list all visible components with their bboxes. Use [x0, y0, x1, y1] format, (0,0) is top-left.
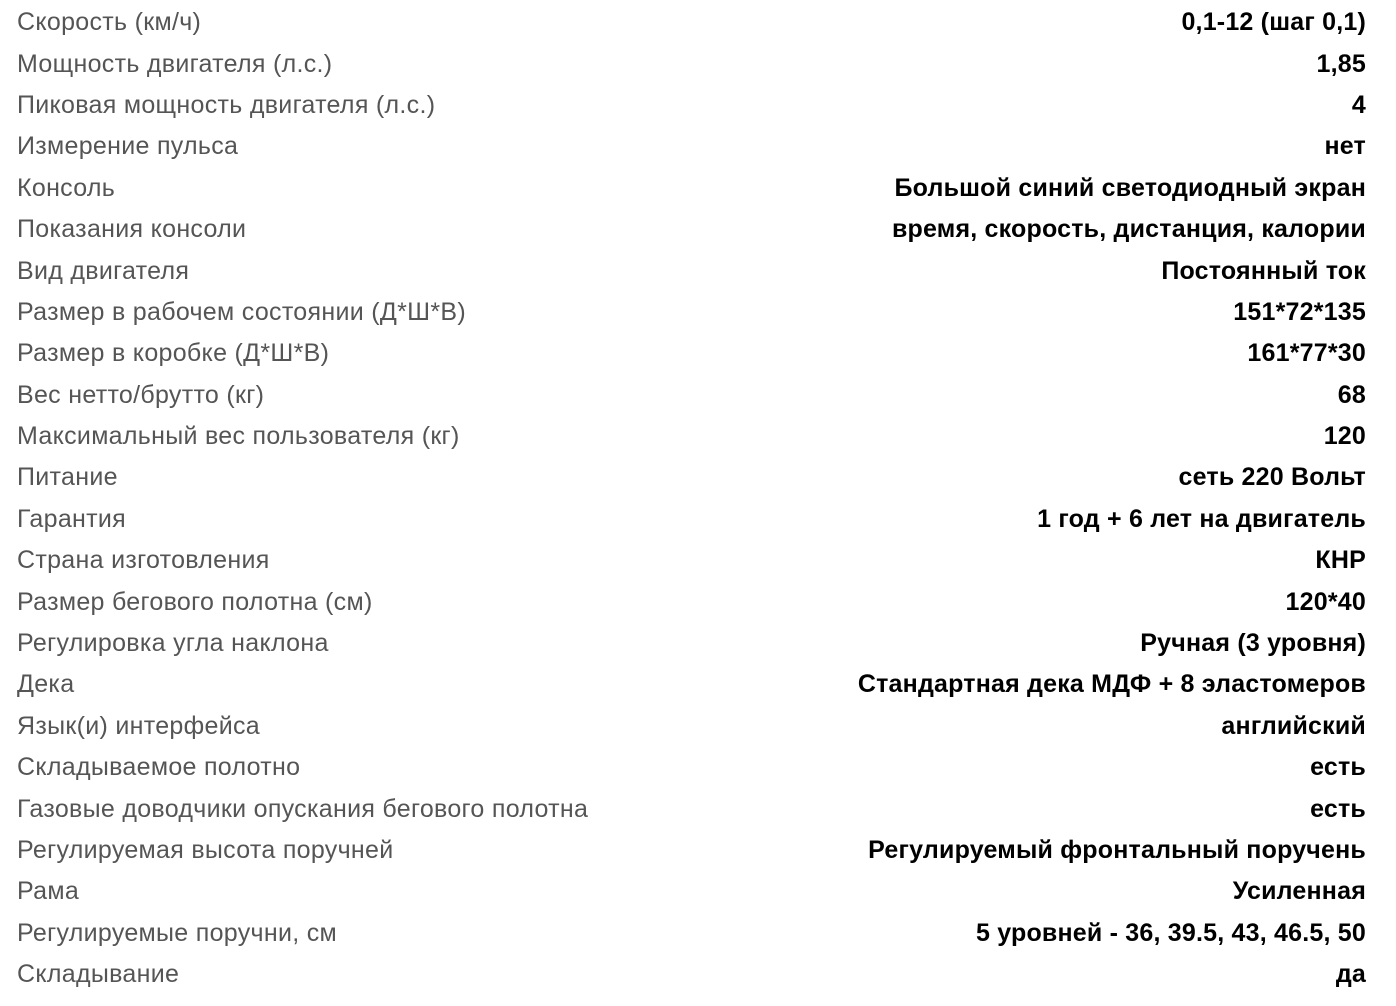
spec-value: 0,1-12 (шаг 0,1)	[1181, 8, 1366, 37]
spec-label: Регулировка угла наклона	[17, 629, 329, 658]
spec-value: КНР	[1315, 546, 1366, 575]
spec-label: Скорость (км/ч)	[17, 8, 202, 37]
spec-value: 4	[1351, 90, 1366, 119]
spec-value: 5 уровней - 36, 39.5, 43, 46.5, 50	[975, 918, 1366, 947]
spec-row-console-readings	[0, 209, 1396, 250]
spec-row-power-supply	[0, 457, 1396, 498]
spec-label: Гарантия	[17, 504, 127, 533]
spec-label: Язык(и) интерфейса	[17, 711, 260, 740]
spec-label: Рама	[17, 877, 80, 906]
spec-row-speed	[0, 2, 1396, 43]
spec-label: Измерение пульса	[17, 132, 239, 161]
spec-row-motor-type	[0, 250, 1396, 291]
spec-row-max-user-weight	[0, 416, 1396, 457]
spec-label: Показания консоли	[17, 215, 247, 244]
spec-value: 68	[1337, 380, 1366, 409]
spec-label: Вид двигателя	[17, 256, 190, 285]
spec-value: 1 год + 6 лет на двигатель	[1037, 504, 1366, 533]
spec-label: Максимальный вес пользователя (кг)	[17, 422, 460, 451]
spec-value: 161*77*30	[1247, 339, 1366, 368]
spec-row-interface-language	[0, 706, 1396, 747]
spec-row-country	[0, 540, 1396, 581]
spec-row-weight	[0, 375, 1396, 416]
spec-row-folding	[0, 954, 1396, 995]
spec-row-gas-dampers	[0, 788, 1396, 829]
spec-value: английский	[1221, 711, 1366, 740]
spec-value: 1,85	[1316, 49, 1366, 78]
spec-row-frame	[0, 871, 1396, 912]
spec-row-console	[0, 168, 1396, 209]
spec-value: Ручная (3 уровня)	[1140, 629, 1366, 658]
spec-label: Питание	[17, 463, 118, 492]
spec-label: Размер бегового полотна (см)	[17, 587, 373, 616]
spec-row-belt-size	[0, 581, 1396, 622]
spec-row-box-size	[0, 333, 1396, 374]
spec-row-warranty	[0, 499, 1396, 540]
spec-row-pulse	[0, 126, 1396, 167]
spec-label: Страна изготовления	[17, 546, 270, 575]
spec-value: Усиленная	[1232, 877, 1366, 906]
spec-value: есть	[1310, 794, 1366, 823]
spec-label: Регулируемая высота поручней	[17, 836, 394, 864]
spec-value: 120*40	[1285, 587, 1366, 616]
spec-label: Газовые доводчики опускания бегового полотна	[17, 794, 589, 823]
spec-row-peak-power	[0, 85, 1396, 126]
spec-value: время, скорость, дистанция, калории	[891, 215, 1366, 244]
spec-row-foldable-belt	[0, 747, 1396, 788]
spec-value: да	[1335, 960, 1366, 989]
spec-value: Регулируемый фронтальный поручень	[868, 836, 1366, 864]
spec-row-deck	[0, 664, 1396, 705]
spec-value: Большой синий светодиодный экран	[894, 173, 1366, 202]
spec-row-adjustable-handrails	[0, 913, 1396, 954]
spec-value: 151*72*135	[1233, 297, 1366, 326]
spec-label: Консоль	[17, 173, 116, 202]
spec-value: сеть 220 Вольт	[1178, 463, 1366, 492]
spec-value: 120	[1323, 422, 1366, 451]
spec-label: Регулируемые поручни, см	[17, 918, 337, 947]
spec-label: Размер в рабочем состоянии (Д*Ш*В)	[17, 297, 466, 326]
spec-label: Пиковая мощность двигателя (л.с.)	[17, 90, 436, 119]
spec-row-handrail-height	[0, 830, 1396, 871]
spec-label: Дека	[17, 670, 75, 699]
spec-label: Вес нетто/брутто (кг)	[17, 380, 265, 409]
spec-row-motor-power	[0, 43, 1396, 84]
spec-label: Размер в коробке (Д*Ш*В)	[17, 339, 330, 368]
spec-row-working-size	[0, 292, 1396, 333]
spec-label: Складывание	[17, 960, 180, 989]
spec-row-incline	[0, 623, 1396, 664]
spec-label: Складываемое полотно	[17, 753, 301, 782]
spec-value: есть	[1310, 753, 1366, 782]
spec-value: нет	[1324, 132, 1366, 161]
spec-label: Мощность двигателя (л.с.)	[17, 49, 333, 78]
spec-value: Стандартная дека МДФ + 8 эластомеров	[857, 670, 1366, 699]
spec-value: Постоянный ток	[1161, 256, 1366, 285]
